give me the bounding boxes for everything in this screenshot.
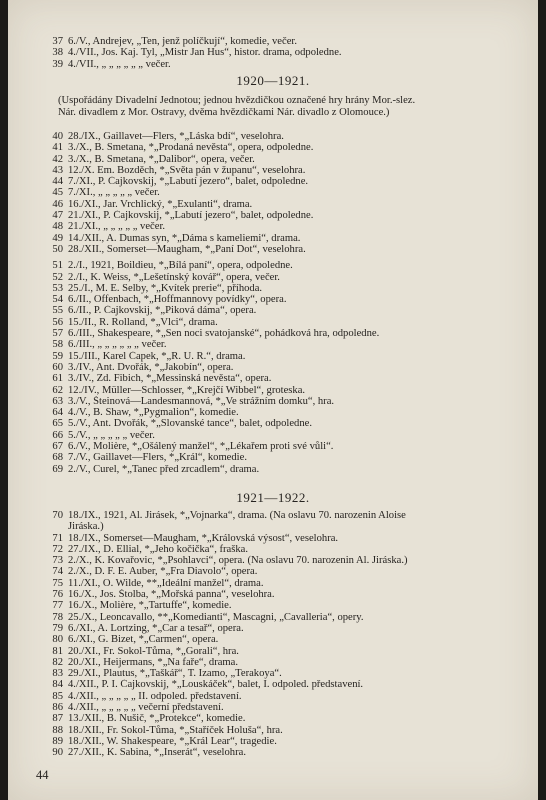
entry-text: 15./III., Karel Čapek, *„R. U. R.“, drama. xyxy=(68,350,246,362)
entry-number: 75 xyxy=(52,577,63,589)
entry-row xyxy=(8,452,538,463)
entry-row xyxy=(8,36,538,47)
entry-number: 66 xyxy=(52,429,63,441)
entry-text: 4./VII., „ „ „ „ „ „ večer. xyxy=(68,58,171,70)
entry-text: 4./XII., P. I. Čajkovskij, *„Louskáček“, balet, I. odpoled. představení. xyxy=(68,679,364,691)
entry-text: 6./III., Shakespeare, *„Sen noci svatojanské“, pohádková hra, odpoledne. xyxy=(68,328,380,340)
entry-number: 59 xyxy=(52,350,63,362)
entry-text: 18./XII., Fr. Sokol-Tůma, *„Staříček Holuša“, hra. xyxy=(68,724,283,736)
entry-row xyxy=(8,566,538,577)
entry-text: 5./V., Ant. Dvořák, *„Slovanské tance“, balet, odpoledne. xyxy=(68,418,312,430)
entry-text: 13./XII., B. Nušič, *„Protekce“, komedie. xyxy=(68,713,246,725)
entry-row xyxy=(8,210,538,221)
entry-row xyxy=(8,165,538,176)
entry-row xyxy=(8,441,538,452)
season-heading-1920: 1920—1921. xyxy=(236,73,310,88)
entry-row xyxy=(8,646,538,657)
entry-row xyxy=(8,362,538,373)
entry-row xyxy=(8,430,538,441)
entry-number: 88 xyxy=(52,724,63,736)
entry-row xyxy=(8,725,538,736)
entry-number: 87 xyxy=(52,713,63,725)
entry-number: 55 xyxy=(52,305,63,317)
entry-text: 7./XI., „ „ „ „ „ večer. xyxy=(68,187,160,199)
entry-number: 39 xyxy=(52,58,63,70)
entry-row xyxy=(8,328,538,339)
entry-number: 45 xyxy=(52,187,63,199)
entry-row xyxy=(8,396,538,407)
entry-number: 51 xyxy=(52,260,63,272)
entry-number: 56 xyxy=(52,316,63,328)
entry-text: 4./XII., „ „ „ „ „ II. odpoled. představení. xyxy=(68,690,242,702)
page-number: 44 xyxy=(36,768,49,782)
entry-row xyxy=(8,47,538,58)
entry-row xyxy=(8,187,538,198)
entry-row xyxy=(8,668,538,679)
entry-row xyxy=(8,578,538,589)
entry-number: 41 xyxy=(52,142,63,154)
entry-number: 48 xyxy=(52,221,63,233)
entry-number: 38 xyxy=(52,47,63,59)
entry-text: 3./IV., Zd. Fibich, *„Messinská nevěsta“, opera. xyxy=(68,373,272,385)
entry-number: 68 xyxy=(52,452,63,464)
entry-number: 63 xyxy=(52,395,63,407)
entry-row xyxy=(8,713,538,724)
season-heading-1921: 1921—1922. xyxy=(236,490,310,505)
entry-row xyxy=(8,736,538,747)
entry-number: 90 xyxy=(52,747,63,759)
entry-text: 3./V., Šteinová—Landesmannová, *„Ve strážním domku“, hra. xyxy=(68,395,335,407)
entry-number: 72 xyxy=(52,543,63,555)
entry-number: 86 xyxy=(52,702,63,714)
entry-text: 2./V., Curel, *„Tanec před zrcadlem“, drama. xyxy=(68,463,260,475)
entry-number: 53 xyxy=(52,282,63,294)
entry-number: 46 xyxy=(52,198,63,210)
entry-number: 40 xyxy=(52,131,63,142)
entry-number: 54 xyxy=(52,294,63,306)
entry-text: 6./II., Offenbach, *„Hoffmannovy povídky“, opera. xyxy=(68,294,287,306)
entry-text: 18./IX., 1921, Al. Jirásek, *„Vojnarka“, drama. (Na oslavu 70. narozenin Aloise xyxy=(68,510,406,521)
entry-row xyxy=(8,657,538,668)
entry-row xyxy=(8,555,538,566)
entry-text: 5./V., „ „ „ „ „ večer. xyxy=(68,429,155,441)
entry-number: 50 xyxy=(52,243,63,255)
entry-number: 58 xyxy=(52,339,63,351)
entry-number: 74 xyxy=(52,566,63,578)
entry-number: 84 xyxy=(52,679,63,691)
entry-row xyxy=(8,317,538,328)
entry-number: 43 xyxy=(52,164,63,176)
entry-row xyxy=(8,623,538,634)
entry-text: 27./IX., D. Ellial, *„Jeho kočička“, fraška. xyxy=(68,543,249,555)
entry-number: 85 xyxy=(52,690,63,702)
entry-number: 49 xyxy=(52,232,63,244)
entry-row xyxy=(8,407,538,418)
entry-text: 6./V., Andrejev, „Ten, jenž políčkují“, komedie, večer. xyxy=(68,36,298,47)
entry-row xyxy=(8,634,538,645)
entry-text: 7./XI., P. Čajkovskij, *„Labutí jezero“, balet, odpoledne. xyxy=(68,176,309,188)
entry-text: 27./XII., K. Sabina, *„Inserát“, veselohra. xyxy=(68,747,246,759)
note-line: (Uspořádány Divadelní Jednotou; jednou hvězdičkou označené hry hrány Mor.-slez. xyxy=(58,95,416,106)
entry-row xyxy=(8,154,538,165)
entry-row xyxy=(8,305,538,316)
entry-text: 20./XI., Fr. Sokol-Tůma, *„Gorali“, hra. xyxy=(68,645,239,657)
entry-text: 2./I., 1921, Boildieu, *„Bílá paní“, opera, odpoledne. xyxy=(68,260,293,272)
entry-number: 37 xyxy=(52,36,63,47)
entry-number: 52 xyxy=(52,271,63,283)
entry-number: 89 xyxy=(52,735,63,747)
entry-row xyxy=(8,385,538,396)
entry-number: 78 xyxy=(52,611,63,623)
entry-row xyxy=(8,176,538,187)
entry-text: 18./XII., W. Shakespeare, *„Král Lear“, tragedie. xyxy=(68,735,277,747)
entry-number: 64 xyxy=(52,407,63,419)
entry-number: 44 xyxy=(52,176,63,188)
entry-text: 3./IV., Ant. Dvořák, *„Jakobín“, opera. xyxy=(68,361,234,373)
entry-text: 3./X., B. Smetana, *„Dalibor“, opera, večer. xyxy=(68,153,255,165)
entry-text: 6./XI., A. Lortzing, *„Car a tesař“, opera. xyxy=(68,622,244,634)
entry-text: 2./X., K. Kovařovic, *„Psohlavci“, opera. (Na oslavu 70. narozenin Al. Jiráska.) xyxy=(68,555,408,567)
book-page xyxy=(8,0,538,800)
entry-text: 6./II., P. Čajkovskij, *„Piková dáma“, opera. xyxy=(68,305,257,317)
entry-text: 14./XII., A. Dumas syn, *„Dáma s kameliemi“, drama. xyxy=(68,232,301,244)
entry-row xyxy=(8,510,538,521)
season-note xyxy=(58,95,528,118)
entry-text: 6./V., Molière, *„Ošálený manžel“, *„Lékařem proti své vůli“. xyxy=(68,441,334,453)
entry-row xyxy=(8,600,538,611)
entry-row xyxy=(8,589,538,600)
entry-text: 20./XI., Heijermans, *„Na faře“, drama. xyxy=(68,656,239,668)
entry-text: 28./IX., Gaillavet—Flers, *„Láska bdí“, veselohra. xyxy=(68,131,284,142)
entry-row xyxy=(8,533,538,544)
entry-list-1920 xyxy=(8,131,538,475)
entry-number: 81 xyxy=(52,645,63,657)
entry-text: 16./X., Molière, *„Tartuffe“, komedie. xyxy=(68,600,232,612)
entry-number: 62 xyxy=(52,384,63,396)
entry-number: 42 xyxy=(52,153,63,165)
entry-row xyxy=(8,691,538,702)
entry-text: 15./II., R. Rolland, *„Vlci“, drama. xyxy=(68,316,218,328)
entry-text: 3./X., B. Smetana, *„Prodaná nevěsta“, opera, odpoledne. xyxy=(68,142,314,154)
entry-number: 73 xyxy=(52,555,63,567)
entry-row xyxy=(8,272,538,283)
entry-row xyxy=(8,464,538,475)
entry-number: 61 xyxy=(52,373,63,385)
entry-row xyxy=(8,131,538,142)
entry-text: 4./XII., „ „ „ „ „ večerní představení. xyxy=(68,702,224,714)
entry-text: 12./X. Em. Bozděch, *„Světa pán v županu“, veselohra. xyxy=(68,164,306,176)
entry-text: 18./IX., Somerset—Maugham, *„Královská výsost“, veselohra. xyxy=(68,532,339,544)
entry-number: 69 xyxy=(52,463,63,475)
entry-text: 2./X., D. F. E. Auber, *„Fra Diavolo“, opera. xyxy=(68,566,258,578)
entry-text: 21./XI., „ „ „ „ „ večer. xyxy=(68,221,166,233)
entry-text: 7./V., Gaillavet—Flers, *„Král“, komedie. xyxy=(68,452,247,464)
entry-text: 6./XI., G. Bizet, *„Carmen“, opera. xyxy=(68,634,219,646)
entry-row xyxy=(8,294,538,305)
entry-text: 25./X., Leoncavallo, **„Komedianti“, Mascagni, „Cavalleria“, opery. xyxy=(68,611,364,623)
entry-number: 70 xyxy=(52,510,63,521)
entry-row xyxy=(8,142,538,153)
entry-row xyxy=(8,199,538,210)
entry-number: 65 xyxy=(52,418,63,430)
entry-number: 82 xyxy=(52,656,63,668)
entry-text: 25./I., M. E. Selby, *„Kvítek prerie“, příhoda. xyxy=(68,282,263,294)
entry-row xyxy=(8,283,538,294)
entry-row xyxy=(8,612,538,623)
entry-list-1921 xyxy=(8,510,538,759)
entry-text: 28./XII., Somerset—Maugham, *„Paní Dot“, veselohra. xyxy=(68,243,306,255)
entry-row xyxy=(8,521,538,532)
entry-text: Jiráska.) xyxy=(68,521,104,533)
entry-list-top xyxy=(8,36,538,70)
entry-row xyxy=(8,244,538,255)
entry-row xyxy=(8,59,538,70)
entry-number: 57 xyxy=(52,328,63,340)
entry-row xyxy=(8,373,538,384)
entry-number: 80 xyxy=(52,634,63,646)
entry-text: 6./III., „ „ „ „ „ „ večer. xyxy=(68,339,167,351)
entry-row xyxy=(8,544,538,555)
note-line: Nár. divadlem z Mor. Ostravy, dvěma hvězdičkami Nár. divadlo z Olomouce.) xyxy=(58,106,390,118)
entry-text: 12./IV., Müller—Schlosser, *„Krejčí Wibbel“, groteska. xyxy=(68,384,306,396)
entry-number: 67 xyxy=(52,441,63,453)
entry-text: 4./VII., Jos. Kaj. Tyl, „Mistr Jan Hus“, histor. drama, odpoledne. xyxy=(68,47,342,59)
entry-row xyxy=(8,351,538,362)
entry-text: 4./V., B. Shaw, *„Pygmalion“, komedie. xyxy=(68,407,239,419)
entry-text: 21./XI., P. Čajkovskij, *„Labutí jezero“, balet, odpoledne. xyxy=(68,210,314,222)
entry-text: 2./I., K. Weiss, *„Lešetínský kovář“, opera, večer. xyxy=(68,271,280,283)
entry-number: 60 xyxy=(52,361,63,373)
entry-text: 16./XI., Jar. Vrchlický, *„Exulanti“, drama. xyxy=(68,198,253,210)
entry-number: 83 xyxy=(52,668,63,680)
entry-row xyxy=(8,747,538,758)
entry-number: 76 xyxy=(52,589,63,601)
entry-row xyxy=(8,260,538,271)
entry-row xyxy=(8,702,538,713)
entry-row xyxy=(8,339,538,350)
entry-text: 29./XI., Plautus, *„Taškář“, T. Izamo, „Terakoya“. xyxy=(68,668,282,680)
entry-number: 47 xyxy=(52,210,63,222)
entry-row xyxy=(8,221,538,232)
entry-number: 71 xyxy=(52,532,63,544)
entry-text: 16./X., Jos. Štolba, *„Mořská panna“, veselohra. xyxy=(68,589,275,601)
entry-text: 11./XI., O. Wilde, **„Ideální manžel“, drama. xyxy=(68,577,264,589)
entry-row xyxy=(8,418,538,429)
entry-row xyxy=(8,679,538,690)
entry-row xyxy=(8,233,538,244)
entry-number: 77 xyxy=(52,600,63,612)
entry-number: 79 xyxy=(52,622,63,634)
